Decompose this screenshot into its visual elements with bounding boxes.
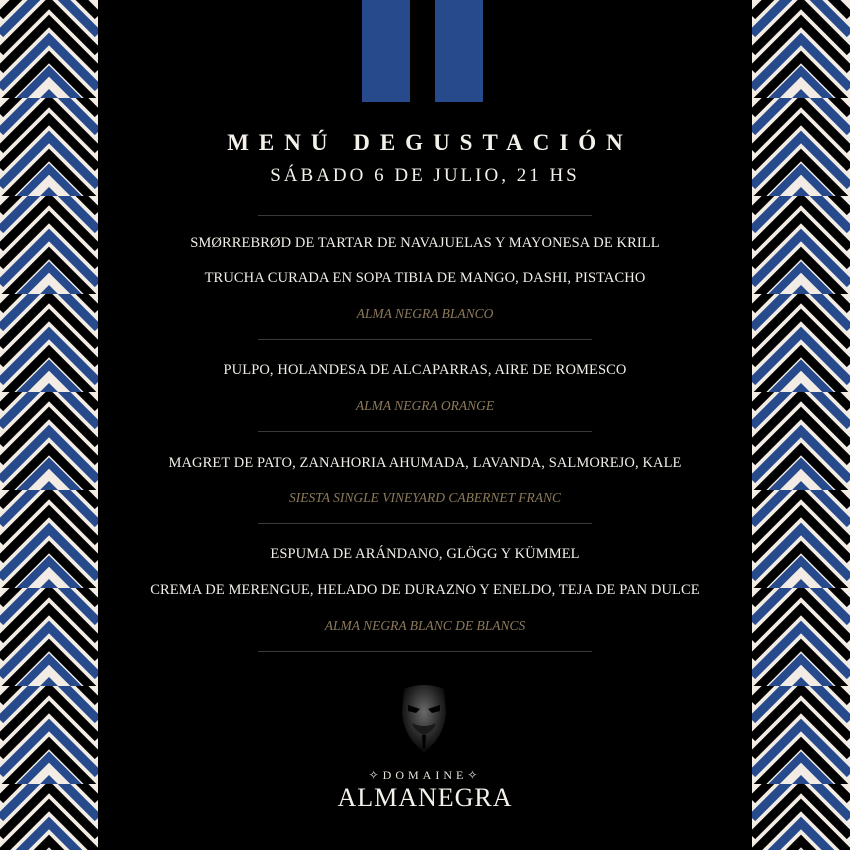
wine-pairing-3: SIESTA SINGLE VINEYARD CABERNET FRANC (288, 490, 562, 505)
blue-stripe-right (435, 0, 483, 102)
menu-title: MENÚ DEGUSTACIÓN (227, 130, 633, 155)
dish-1-1: SMØRREBRØD DE TARTAR DE NAVAJUELAS Y MAYONESA DE KRILL (190, 235, 660, 251)
chevron-pattern-left (0, 0, 98, 850)
divider (258, 431, 592, 432)
divider (258, 339, 592, 340)
diamond-ornament-icon: ✧ (467, 768, 482, 782)
dish-1-2: TRUCHA CURADA EN SOPA TIBIA DE MANGO, DASHI, PISTACHO (204, 270, 646, 286)
wine-pairing-4: ALMA NEGRA BLANC DE BLANCS (324, 618, 526, 633)
divider (258, 651, 592, 652)
dish-3-1: MAGRET DE PATO, ZANAHORIA AHUMADA, LAVANDA, SALMOREJO, KALE (168, 455, 682, 471)
wine-pairing-1: ALMA NEGRA BLANCO (356, 306, 494, 321)
dish-2-1: PULPO, HOLANDESA DE ALCAPARRAS, AIRE DE ROMESCO (223, 362, 627, 378)
menu-panel (98, 0, 752, 850)
right-pattern-border (752, 0, 850, 850)
menu-date: SÁBADO 6 DE JULIO, 21 HS (270, 165, 580, 186)
dish-4-2: CREMA DE MERENGUE, HELADO DE DURAZNO Y ENELDO, TEJA DE PAN DULCE (150, 582, 700, 598)
divider (258, 523, 592, 524)
divider (258, 215, 592, 216)
mask-icon (396, 683, 452, 755)
brand-domaine (98, 768, 752, 783)
brand-domaine-text: DOMAINE (382, 768, 468, 782)
wine-pairing-2: ALMA NEGRA ORANGE (355, 398, 495, 413)
chevron-pattern-right (752, 0, 850, 850)
brand-name: ALMANEGRA (337, 783, 513, 812)
blue-stripe-left (362, 0, 410, 102)
dish-4-1: ESPUMA DE ARÁNDANO, GLÖGG Y KÜMMEL (270, 546, 580, 562)
diamond-ornament-icon: ✧ (368, 768, 383, 782)
left-pattern-border (0, 0, 98, 850)
